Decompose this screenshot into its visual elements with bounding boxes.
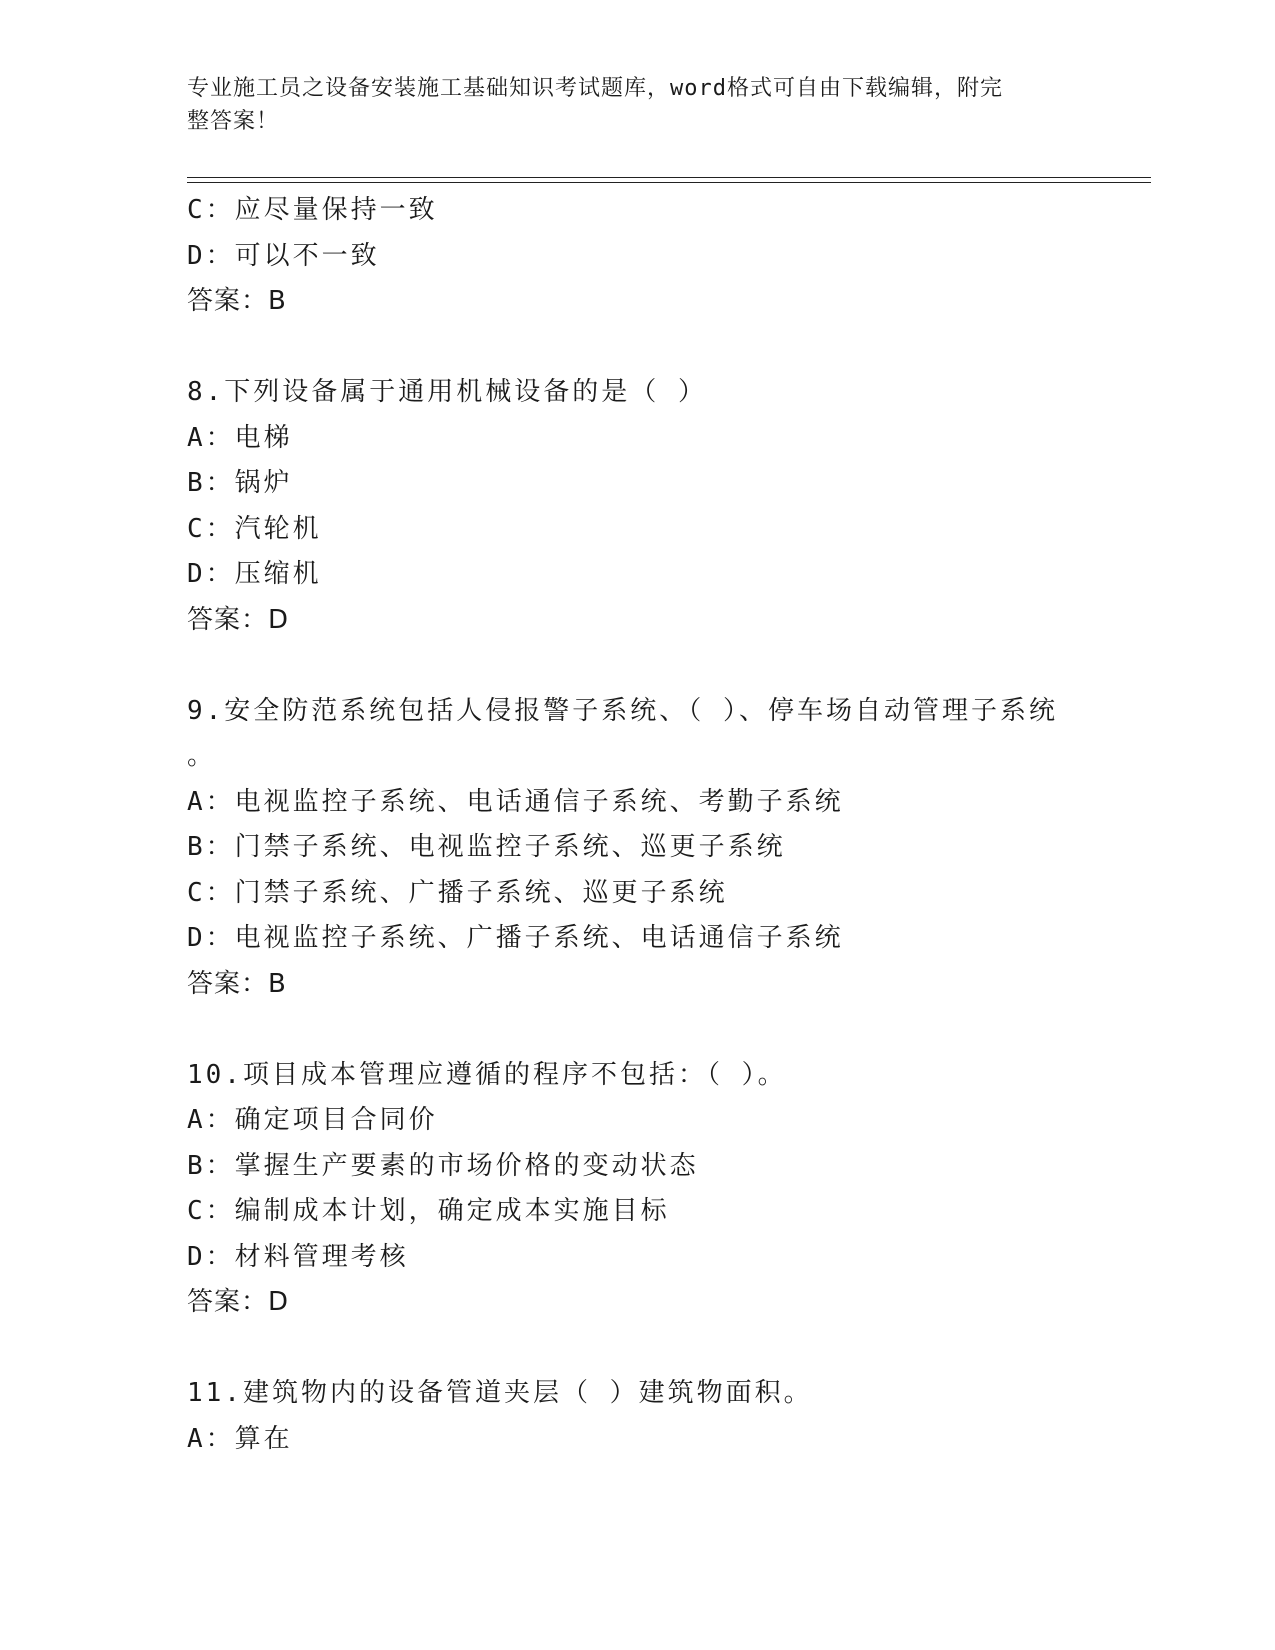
question-text: 8.下列设备属于通用机械设备的是（ ） [187, 377, 707, 407]
header-title-line-1: 专业施工员之设备安装施工基础知识考试题库，word格式可自由下载编辑，附完 [187, 76, 1003, 101]
spacer [187, 643, 1151, 689]
question-text: 10.项目成本管理应遵循的程序不包括：（ ）。 [187, 1059, 787, 1090]
answer-line: 答案：B [187, 286, 287, 316]
answer-line: 答案：B [187, 968, 287, 999]
option-c: C：编制成本计划，确定成本实施目标 [187, 1196, 670, 1226]
option-b: B：掌握生产要素的市场价格的变动状态 [187, 1150, 699, 1181]
option-a: A：电视监控子系统、电话通信子系统、考勤子系统 [187, 786, 844, 817]
option-a: A：确定项目合同价 [187, 1105, 438, 1135]
question-10 [187, 1053, 1151, 1326]
option-d: D：压缩机 [187, 559, 322, 589]
document-header [187, 72, 1067, 138]
option-d: D：材料管理考核 [187, 1241, 409, 1272]
option-d: D：可以不一致 [187, 240, 380, 271]
question-11 [187, 1371, 1151, 1462]
question-text-continued: 。 [187, 741, 217, 771]
option-b: B：锅炉 [187, 468, 293, 498]
question-text: 9.安全防范系统包括人侵报警子系统、（ ）、停车场自动管理子系统 [187, 695, 1058, 726]
option-d: D：电视监控子系统、广播子系统、电话通信子系统 [187, 923, 844, 953]
spacer [187, 1007, 1151, 1053]
header-divider-top [187, 177, 1151, 178]
question-list [187, 188, 1151, 1462]
spacer [187, 1326, 1151, 1372]
question-7-tail [187, 188, 1151, 325]
question-8 [187, 370, 1151, 643]
spacer [187, 325, 1151, 371]
question-text: 11.建筑物内的设备管道夹层（ ）建筑物面积。 [187, 1378, 813, 1408]
option-c: C：应尽量保持一致 [187, 195, 438, 225]
header-title-line-2: 整答案！ [187, 109, 280, 134]
header-divider-bottom [187, 182, 1151, 183]
answer-line: 答案：D [187, 1287, 290, 1317]
option-c: C：汽轮机 [187, 513, 322, 544]
answer-line: 答案：D [187, 604, 290, 635]
option-b: B：门禁子系统、电视监控子系统、巡更子系统 [187, 832, 786, 862]
option-c: C：门禁子系统、广播子系统、巡更子系统 [187, 877, 728, 908]
option-a: A：算在 [187, 1423, 293, 1454]
question-9 [187, 689, 1151, 1008]
option-a: A：电梯 [187, 422, 293, 453]
